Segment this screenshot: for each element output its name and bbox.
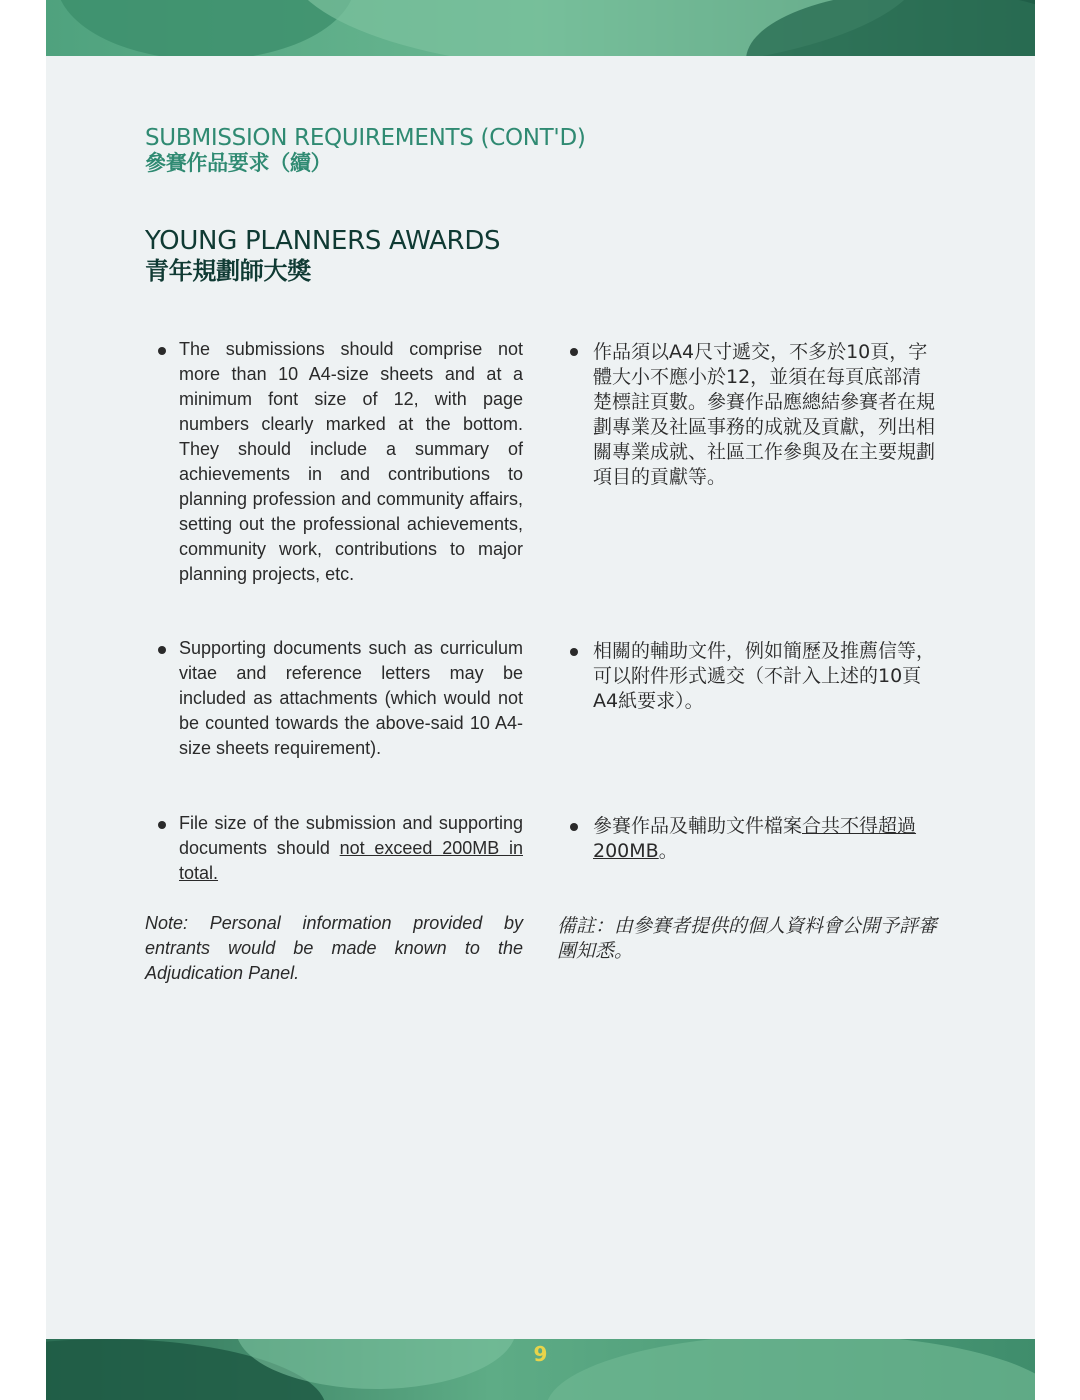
section-title-en: SUBMISSION REQUIREMENTS (CONT'D) (145, 125, 586, 151)
requirement-item-3-zh-end: 。 (658, 840, 678, 862)
requirement-item-2-zh: 相關的輔助文件，例如簡歷及推薦信等，可以附件形式遞交（不計入上述的10頁A4紙要求）。 (593, 640, 936, 712)
bullet-icon (570, 348, 578, 356)
requirement-item-1-en: The submissions should comprise not more than 10 A4-size sheets and at a minimum font size of 12, with page numbers clearly marked at the bottom. They should include a summary of achievements in and contributions to planning profession and community affairs, setting out the professional achievements, community work, contributions to major planning projects, etc. (179, 339, 523, 584)
bullet-icon (158, 821, 166, 829)
requirement-item-3-en-text: File size of the submission and supporting documents should (179, 813, 523, 858)
document-page (46, 0, 1035, 1400)
award-heading (145, 226, 500, 286)
requirement-item-3-en-emphasis: not exceed 200MB in total. (179, 838, 523, 883)
requirement-item-3-en (179, 811, 523, 886)
requirement-item-3-zh-emphasis: 合共不得超過200MB (593, 815, 917, 862)
bullet-icon (570, 648, 578, 656)
top-decorative-band (46, 0, 1035, 56)
bullet-icon (570, 823, 578, 831)
requirement-item-2-en: Supporting documents such as curriculum vitae and reference letters may be included as attachments (which would not be counted towards the above-said 10 A4-size sheets requirement). (179, 638, 523, 758)
bullet-icon (158, 347, 166, 355)
award-title-en: YOUNG PLANNERS AWARDS (145, 226, 501, 256)
page-number: 9 (533, 1342, 548, 1366)
section-title-zh: 參賽作品要求（續） (145, 151, 332, 175)
bullet-icon (158, 646, 166, 654)
award-title-zh: 青年規劃師大獎 (145, 257, 311, 285)
note-en: Note: Personal information provided by entrants would be made known to the Adjudication Panel. (145, 913, 523, 983)
note-zh: 備註：由參賽者提供的個人資料會公開予評審團知悉。 (557, 915, 938, 962)
requirement-item-3-zh-text: 參賽作品及輔助文件檔案 (593, 815, 803, 837)
requirement-item-1-zh: 作品須以A4尺寸遞交，不多於10頁，字體大小不應小於12，並須在每頁底部清楚標註頁數。參賽作品應總結參賽者在規劃專業及社區事務的成就及貢獻，列出相關專業成就、社區工作參與及在主要規劃項目的貢獻等。 (593, 341, 936, 488)
section-heading (145, 126, 586, 176)
requirement-item-3-zh (593, 814, 937, 864)
